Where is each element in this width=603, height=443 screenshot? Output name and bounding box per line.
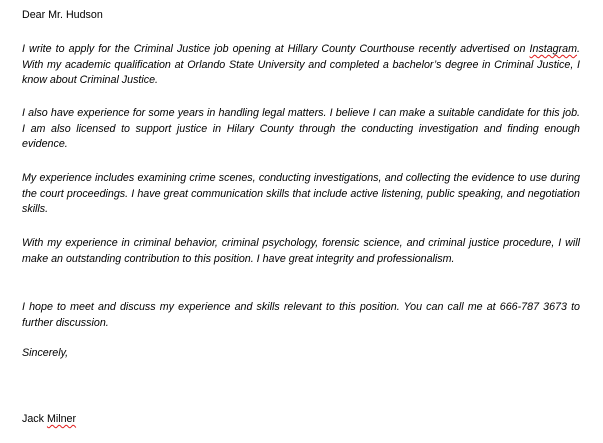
paragraph-skills: My experience includes examining crime scenes, conducting investigations, and collecting the evidence to use during the court proceedings. I have great communication skills that include active listening, public speaking, and negotiation skills. xyxy=(22,172,580,216)
signature-last-name[interactable]: Milner xyxy=(46,413,77,425)
paragraph-application xyxy=(22,42,580,89)
paragraph-experience: I also have experience for some years in handling legal matters. I believe I can make a suitable candidate for this job. I am also licensed to support justice in Hilary County through the conducting investigation and finding enough evidence. xyxy=(22,107,580,151)
signature-first-name: Jack xyxy=(22,413,47,425)
paragraph-contribution: With my experience in criminal behavior, criminal psychology, forensic science, and criminal justice procedure, I will make an outstanding contribution to this position. I have great integrity and professionalism. xyxy=(22,237,580,265)
paragraph-application-text-start: I write to apply for the Criminal Justice job opening at Hillary County Courthouse recently advertised on xyxy=(22,43,530,55)
salutation: Dear Mr. Hudson xyxy=(22,9,103,21)
paragraph-application-text-end: . With my academic qualification at Orlando State University and completed a bachelor’s degree in Criminal Justice, I know about Criminal Justice. xyxy=(22,43,580,87)
signature xyxy=(22,412,76,428)
paragraph-contact: I hope to meet and discuss my experience and skills relevant to this position. You can call me at 666-787 3673 to further discussion. xyxy=(22,301,580,329)
closing: Sincerely, xyxy=(22,347,69,359)
spellcheck-flagged-word[interactable]: Instagram xyxy=(529,43,578,55)
